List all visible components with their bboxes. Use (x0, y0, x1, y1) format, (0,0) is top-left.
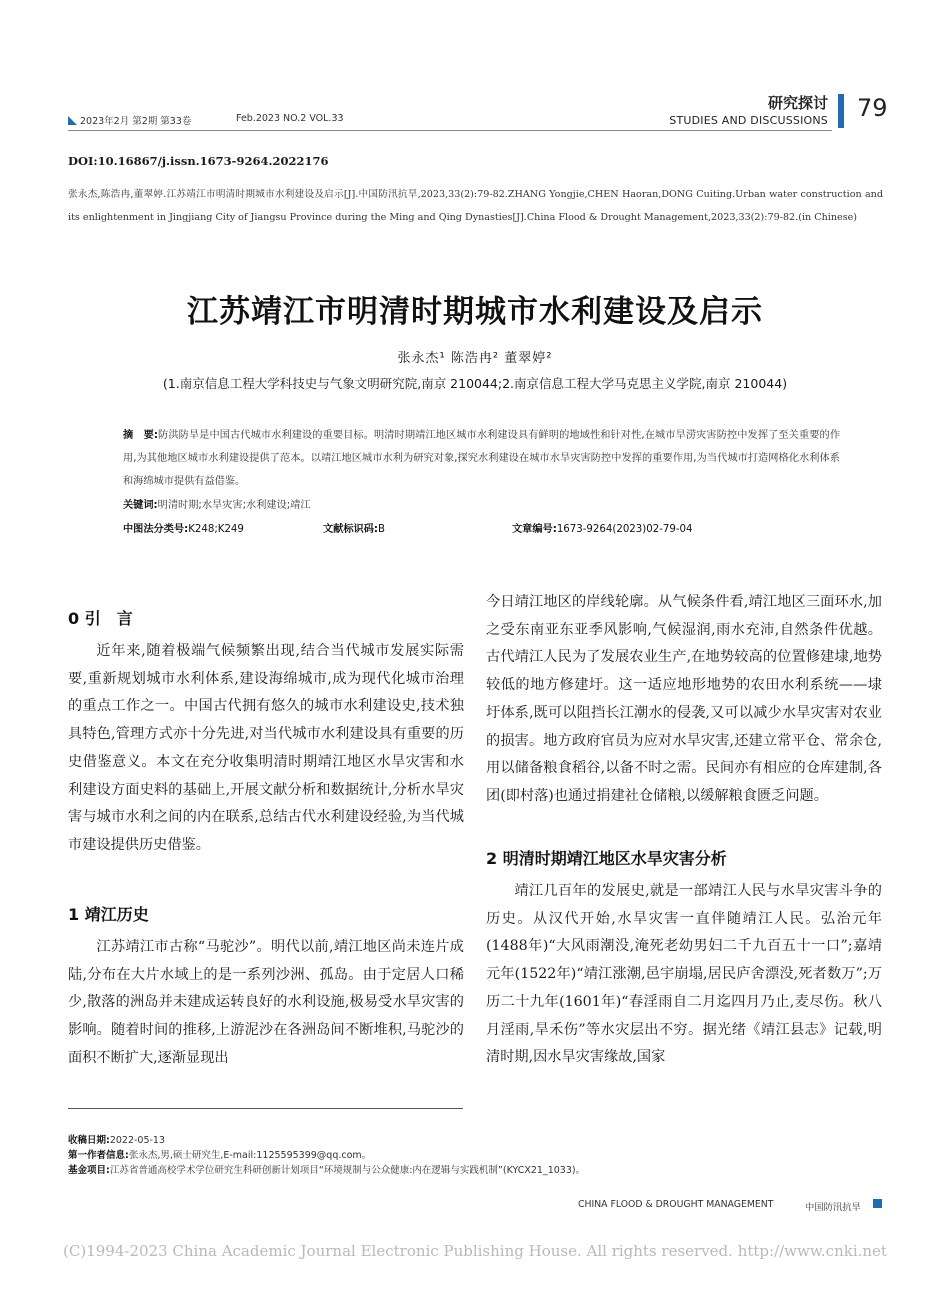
footnotes (68, 1133, 888, 1178)
author-info: 张永杰,男,硕士研究生,E-mail:1125595399@qq.com。 (128, 1150, 372, 1161)
footer-journal-cn: 中国防汛抗旱 (805, 1202, 861, 1213)
header-section-en: STUDIES AND DISCUSSIONS (669, 114, 828, 127)
received-label: 收稿日期: (68, 1135, 110, 1146)
keywords-label: 关键词: (123, 500, 158, 511)
footnote-author (68, 1148, 888, 1163)
fund-label: 基金项目: (68, 1165, 110, 1176)
article-title: 江苏靖江市明清时期城市水利建设及启示 (187, 294, 763, 330)
section-heading-1: 1 靖江历史 (68, 905, 149, 924)
abstract-text: 防洪防旱是中国古代城市水利建设的重要目标。明清时期靖江地区城市水利建设具有鲜明的地域性和针对性,在城市旱涝灾害防控中发挥了至关重要的作用,为其他地区城市水利建设提供了范本。以靖江地区城市水利为研究对象,探究水利建设在城市水旱灾害防控中发挥的重要作用,为当代城市打造网格化水利体系和海绵城市提供有益借鉴。 (123, 430, 841, 487)
paragraph: 今日靖江地区的岸线轮廓。从气候条件看,靖江地区三面环水,加之受东南亚东亚季风影响,气候湿润,雨水充沛,自然条件优越。古代靖江人民为了发展农业生产,在地势较高的位置修建埭,地势较低的地方修建圩。这一适应地形地势的农田水利系统——埭圩体系,既可以阻挡长江潮水的侵袭,又可以减少水旱灾害对农业的损害。地方政府官员为应对水旱灾害,还建立常平仓、常余仓,用以储备粮食稻谷,以备不时之需。民间亦有相应的仓库建制,各团(即村落)也通过捐建社仓储粮,以缓解粮食匮乏问题。 (486, 594, 882, 804)
document-code (323, 520, 385, 535)
clc-label: 中图法分类号: (123, 524, 189, 535)
affiliation: (1.南京信息工程大学科技史与气象文明研究院,南京 210044;2.南京信息工程大学马克思主义学院,南京 210044) (162, 376, 788, 391)
header-accent-bar (838, 94, 844, 128)
section-heading-0: 0 引 言 (68, 609, 133, 628)
abstract (123, 424, 840, 493)
article-no-text: 1673-9264(2023)02-79-04 (556, 524, 693, 535)
doc-code-text: B (378, 524, 386, 535)
received-date: 2022-05-13 (109, 1135, 166, 1146)
doc-code-label: 文献标识码: (323, 524, 379, 535)
doi: DOI:10.16867/j.issn.1673-9264.2022176 (68, 154, 329, 168)
keywords-text: 明清时期;水旱灾害;水利建设;靖江 (157, 500, 311, 511)
section-2-body (486, 878, 882, 1072)
section-0-body (68, 638, 464, 860)
header-issue-cn: 2023年2月 第2期 第33卷 (80, 116, 192, 127)
header-issue-en: Feb.2023 NO.2 VOL.33 (236, 113, 344, 124)
header-divider (68, 130, 832, 131)
section-1-body (68, 934, 464, 1073)
section-1-continuation (486, 589, 882, 811)
footnote-fund (68, 1163, 888, 1178)
section-heading-2: 2 明清时期靖江地区水旱灾害分析 (486, 849, 727, 868)
authors: 张永杰¹ 陈浩冉² 董翠婷² (397, 351, 553, 366)
fund-info: 江苏省普通高校学术学位研究生科研创新计划项目“环境规制与公众健康:内在逻辑与实践机制”(KYCX21_1033)。 (109, 1165, 586, 1176)
footer-journal-en: CHINA FLOOD & DROUGHT MANAGEMENT (578, 1199, 774, 1210)
paragraph: 近年来,随着极端气候频繁出现,结合当代城市发展实际需要,重新规划城市水利体系,建设海绵城市,成为现代化城市治理的重点工作之一。中国古代拥有悠久的城市水利建设史,技术独具特色,管理方式亦十分先进,对当代城市水利建设具有重要的历史借鉴意义。本文在充分收集明清时期靖江地区水旱灾害和水利建设方面史料的基础上,开展文献分析和数据统计,分析水旱灾害与城市水利之间的内在联系,总结古代水利建设经验,为当代城市建设提供历史借鉴。 (68, 643, 464, 853)
footnote-received (68, 1133, 888, 1148)
abstract-label: 摘 要: (123, 430, 158, 441)
header-triangle-icon (68, 116, 77, 125)
footer-square-icon (873, 1199, 882, 1208)
footnote-divider (68, 1108, 463, 1109)
clc-text: K248;K249 (188, 524, 244, 535)
keywords (123, 496, 311, 511)
paragraph: 江苏靖江市古称“马驼沙”。明代以前,靖江地区尚未连片成陆,分布在大片水域上的是一系列沙洲、孤岛。由于定居人口稀少,散落的洲岛并未建成运转良好的水利设施,极易受水旱灾害的影响。随着时间的推移,上游泥沙在各洲岛间不断堆积,马驼沙的面积不断扩大,逐渐显现出 (68, 939, 464, 1066)
page-number: 79 (857, 94, 888, 122)
article-number (512, 520, 692, 535)
citation: 张永杰,陈浩冉,董翠婷.江苏靖江市明清时期城市水利建设及启示[J].中国防汛抗旱,2023,33(2):79-82.ZHANG Yongjie,CHEN Haoran,DONG Cuiting.Urban water construction and its enlightenment in Jingjiang City of Jiangsu Province during the Ming and Qing Dynasties[J].China Flood & Drought Management,2023,33(2):79-82.(in Chinese) (68, 189, 883, 223)
paragraph: 靖江几百年的发展史,就是一部靖江人民与水旱灾害斗争的历史。从汉代开始,水旱灾害一直伴随靖江人民。弘治元年(1488年)“大风雨潮没,淹死老幼男妇二千九百五十一口”;嘉靖元年(1522年)“靖江涨潮,邑宇崩塌,居民庐舍漂没,死者数万”;万历二十九年(1601年)“春淫雨自二月迄四月乃止,麦尽伤。秋八月淫雨,旱禾伤”等水灾层出不穷。据光绪《靖江县志》记载,明清时期,因水旱灾害缘故,国家 (486, 883, 882, 1066)
article-no-label: 文章编号: (512, 524, 557, 535)
copyright-watermark: (C)1994-2023 China Academic Journal Electronic Publishing House. All rights reserved. http://www.cnki.net (63, 1242, 887, 1260)
author-label: 第一作者信息: (68, 1150, 129, 1161)
header-section-cn: 研究探讨 (767, 94, 828, 112)
clc-number (123, 520, 244, 535)
